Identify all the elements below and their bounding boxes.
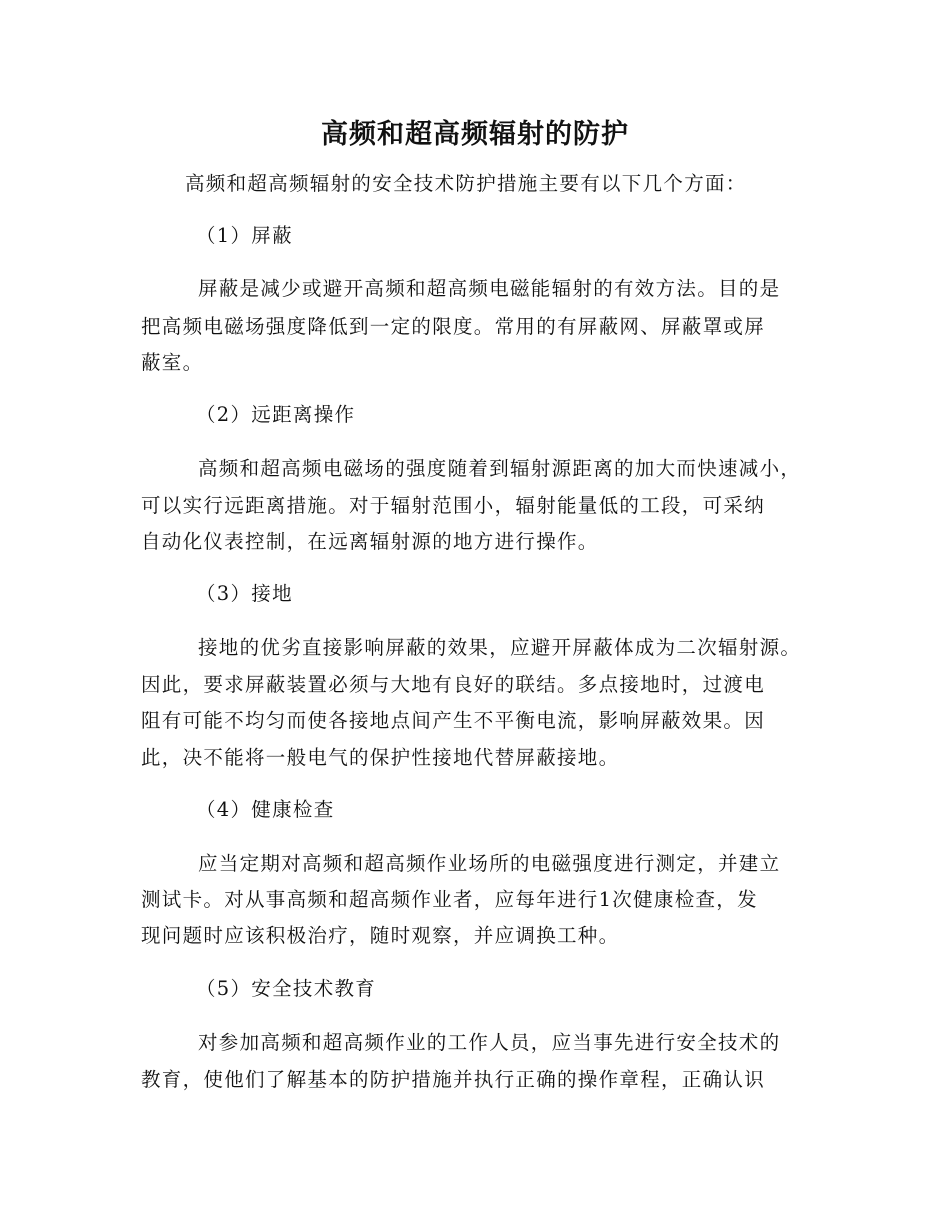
- paragraph-line: 屏蔽是减少或避开高频和超高频电磁能辐射的有效方法。目的是: [198, 277, 781, 300]
- intro-paragraph: 高频和超高频辐射的安全技术防护措施主要有以下几个方面：: [185, 172, 747, 195]
- paragraph-line: 把高频电磁场强度降低到一定的限度。常用的有屏蔽网、屏蔽罩或屏: [141, 315, 766, 338]
- paragraph-line: 可以实行远距离措施。对于辐射范围小，辐射能量低的工段，可采纳: [141, 494, 766, 517]
- paragraph-line: 接地的优劣直接影响屏蔽的效果，应避开屏蔽体成为二次辐射源。: [198, 636, 802, 659]
- paragraph-line: 蔽室。: [141, 351, 204, 374]
- section-heading-health-check: （4）健康检查: [196, 798, 335, 821]
- paragraph-line: 对参加高频和超高频作业的工作人员，应当事先进行安全技术的: [198, 1031, 781, 1054]
- section-heading-grounding: （3）接地: [196, 582, 293, 605]
- paragraph-line: 应当定期对高频和超高频作业场所的电磁强度进行测定，并建立: [198, 852, 781, 875]
- paragraph-line: 现问题时应该积极治疗，随时观察，并应调换工种。: [141, 924, 620, 947]
- section-heading-shielding: （1）屏蔽: [196, 224, 293, 247]
- paragraph-line: 自动化仪表控制，在远离辐射源的地方进行操作。: [141, 530, 599, 553]
- paragraph-line: 高频和超高频电磁场的强度随着到辐射源距离的加大而快速减小，: [198, 457, 802, 480]
- document-title: 高频和超高频辐射的防护: [321, 119, 629, 150]
- paragraph-line: 教育，使他们了解基本的防护措施并执行正确的操作章程，正确认识: [141, 1068, 766, 1091]
- paragraph-line: 测试卡。对从事高频和超高频作业者，应每年进行1次健康检查，发: [141, 888, 758, 911]
- section-heading-safety-education: （5）安全技术教育: [196, 977, 377, 1000]
- paragraph-line: 阻有可能不均匀而使各接地点间产生不平衡电流，影响屏蔽效果。因: [141, 709, 766, 732]
- paragraph-line: 因此，要求屏蔽装置必须与大地有良好的联结。多点接地时，过渡电: [141, 673, 766, 696]
- paragraph-line: 此，决不能将一般电气的保护性接地代替屏蔽接地。: [141, 746, 620, 769]
- section-heading-remote-operation: （2）远距离操作: [196, 403, 356, 426]
